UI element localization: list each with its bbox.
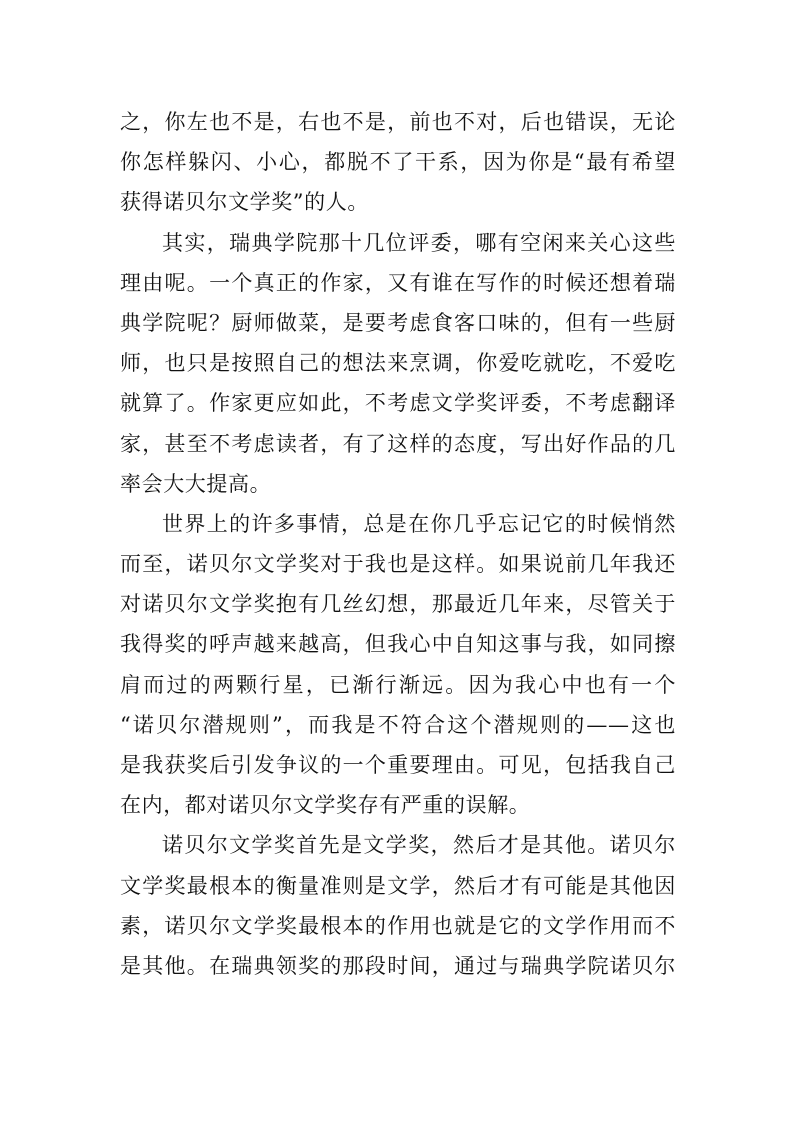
text-line: 你怎样躲闪、小心，都脱不了干系，因为你是“最有希望 [120,150,676,175]
text-line: 家，甚至不考虑读者，有了这样的态度，写出好作品的几 [120,431,676,456]
text-line: 获得诺贝尔文学奖”的人。 [120,190,369,215]
text-line: 是我获奖后引发争议的一个重要理由。可见，包括我自己 [120,753,676,777]
text-line: 之，你左也不是，右也不是，前也不对，后也错误，无论 [120,110,676,134]
paragraph-first-line: 世界上的许多事情，总是在你几乎忘记它的时候悄然 [162,511,676,536]
paragraph-first-line: 其实，瑞典学院那十几位评委，哪有空闲来关心这些 [162,230,676,255]
text-line: 理由呢。一个真正的作家，又有谁在写作的时候还想着瑞 [120,270,676,295]
text-line: 而至，诺贝尔文学奖对于我也是这样。如果说前几年我还 [120,552,676,577]
text-line: 师，也只是按照自己的想法来烹调，你爱吃就吃，不爱吃 [120,351,676,376]
text-line: 文学奖最根本的衡量准则是文学，然后才有可能是其他因 [120,873,676,898]
text-line: 对诺贝尔文学奖抱有几丝幻想，那最近几年来，尽管关于 [120,592,676,617]
text-line: 是其他。在瑞典领奖的那段时间，通过与瑞典学院诺贝尔 [120,953,676,978]
paragraph-first-line: 诺贝尔文学奖首先是文学奖，然后才是其他。诺贝尔 [162,833,676,858]
text-line: 就算了。作家更应如此，不考虑文学奖评委，不考虑翻译 [120,391,676,416]
text-line: 肩而过的两颗行星，已渐行渐远。因为我心中也有一个 [120,672,676,697]
body-text [120,102,676,986]
text-line: “诺贝尔潜规则”，而我是不符合这个潜规则的——这也 [120,712,676,737]
text-line: 我得奖的呼声越来越高，但我心中自知这事与我，如同擦 [120,632,676,657]
text-line: 素，诺贝尔文学奖最根本的作用也就是它的文学作用而不 [120,913,676,938]
text-line: 率会大大提高。 [120,471,272,496]
text-line: 典学院呢？厨师做菜，是要考虑食客口味的，但有一些厨 [120,310,676,335]
text-line: 在内，都对诺贝尔文学奖存有严重的误解。 [120,793,531,818]
